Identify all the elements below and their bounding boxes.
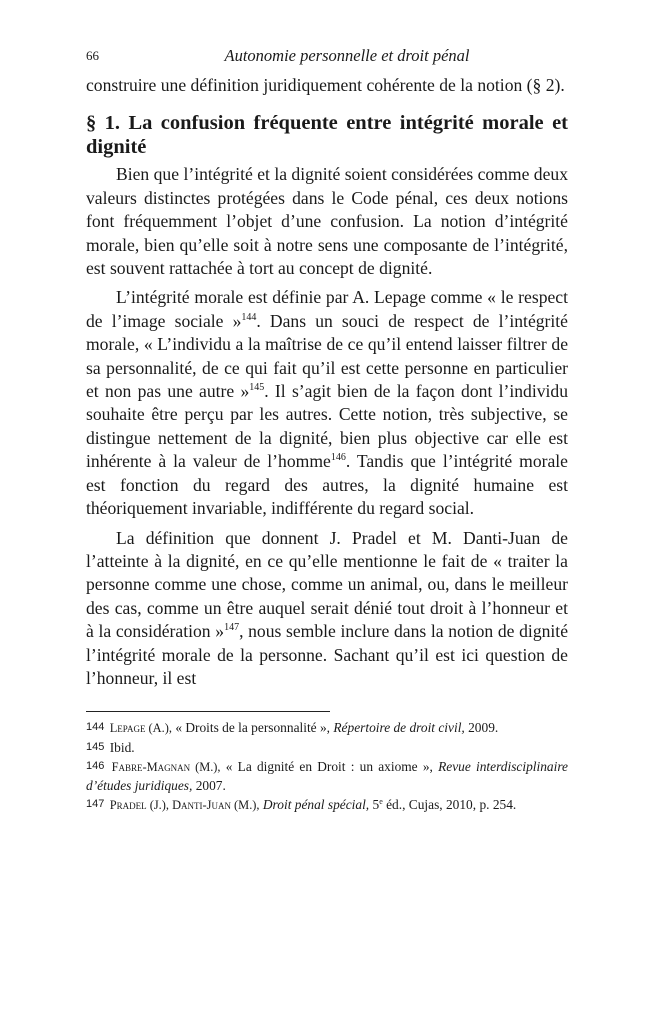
footnote-ref-144[interactable]: 144 [241,311,257,323]
paragraph-3-part-1: La définition que donnent J. Pradel et M. Danti-Juan de l’atteinte à la dignité, en ce qu’elle mentionne le fait de « traiter la personne comme une chose, comme un animal, ou, dans le meilleur des cas, comme un être auquel serait dénié tout droit à l’honneur et à la considération » [86,527,568,642]
footnote-146 [86,757,568,795]
footnote-number: 146 [86,760,105,773]
footnote-edition-sup: e [379,796,383,806]
footnote-author: Lepage (A.), [109,721,172,736]
running-title: Autonomie personnelle et droit pénal [224,46,470,65]
body-text [86,74,568,690]
footnote-ref-147[interactable]: 147 [224,622,240,634]
footnotes [86,718,568,814]
paragraph-3 [86,527,568,691]
footnote-author: Fabre-Magnan (M.), [111,760,221,775]
paragraph-2-part-4: . Tandis que l’intégrité morale est fonction du regard des autres, la dignité humaine est théoriquement invariable, indifférente du regard social. [86,451,568,519]
footnote-number: 145 [86,740,105,753]
footnote-147 [86,795,568,814]
footnote-author: Pradel (J.), Danti-Juan (M.), [109,797,260,812]
footnote-rest: éd., Cujas, 2010, p. 254. [382,796,517,812]
paragraph-2-part-1: L’intégrité morale est définie par A. Lepage comme « le respect de l’image sociale » [86,287,568,331]
footnote-144 [86,718,568,737]
footnote-edition: 5 [369,796,380,812]
footnote-ref-146[interactable]: 146 [330,452,346,464]
running-header [86,44,568,74]
book-page [86,44,568,814]
footnote-rest: 2009. [464,720,499,736]
section-heading: § 1. La confusion fréquente entre intégrité morale et dignité [86,112,568,159]
paragraph-2-part-2: . Dans un souci de respect de l’intégrité morale, « L’individu a la maîtrise de ce qu’il entend laisser filtrer de sa personnalité, de ce qui fait qu’il est cette personne en particulier et non pas une autre » [86,310,568,402]
footnote-separator [86,711,330,712]
footnote-title: « La dignité en Droit : un axiome », [220,759,439,775]
paragraph-1: Bien que l’intégrité et la dignité soient considérées comme deux valeurs distinctes protégées dans le Code pénal, ces deux notions font fréquemment l’objet d’une confusion. La notion d’intégrité morale, bien qu’elle soit à notre sens une composante de l’intégrité, est souvent rattachée à tort au concept de dignité. [86,164,568,279]
page-number: 66 [86,48,99,63]
footnote-number: 144 [86,721,105,734]
footnote-number: 147 [86,797,105,810]
paragraph-3-part-2: , nous semble inclure dans la notion de dignité l’intégrité morale de la personne. Sachant qu’il est ici question de l’honneur, il est [86,621,569,688]
footnote-source: Droit pénal spécial, [262,796,370,812]
paragraph-2 [86,286,568,520]
paragraph-2-part-3: . Il s’agit bien de la façon dont l’individu souhaite être perçu par les autres. Cette notion, très subjective, se distingue nettement de la dignité, bien plus objective car elle est inhérente à la valeur de l’homme [86,381,568,472]
footnote-source: Répertoire de droit civil, [333,720,465,736]
footnote-text: Ibid. [109,739,135,755]
footnote-rest: 2007. [192,777,226,793]
footnote-ref-145[interactable]: 145 [249,382,265,394]
footnote-title: « Droits de la personnalité », [171,720,334,736]
intro-continuation: construire une définition juridiquement cohérente de la notion (§ 2). [86,75,565,95]
footnote-source: Revue interdisciplinaire d’études juridiques, [86,759,568,793]
footnote-145 [86,738,568,757]
